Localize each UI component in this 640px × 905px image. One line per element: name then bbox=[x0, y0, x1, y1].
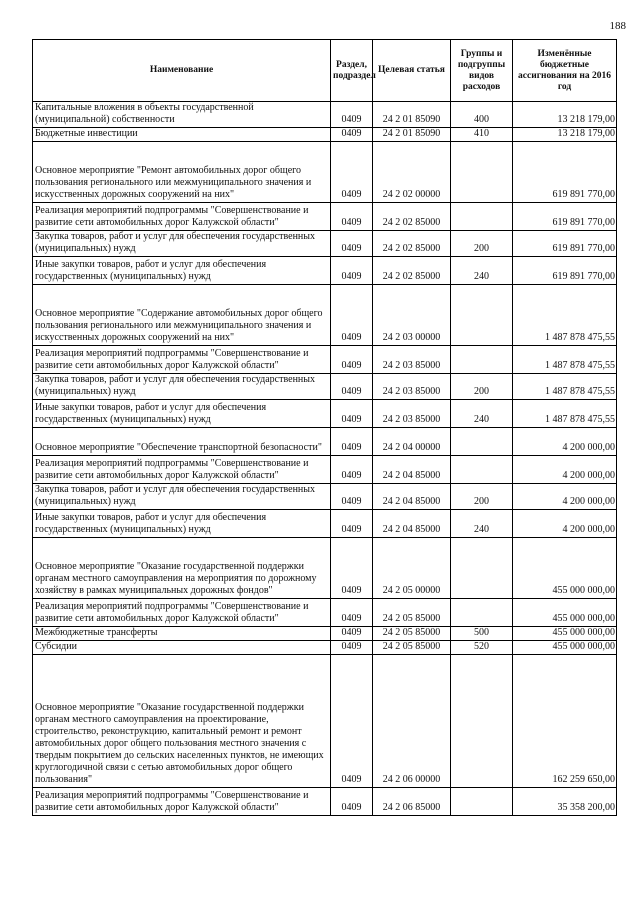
row-name: Реализация мероприятий подпрограммы "Совершенствование и развитие сети автомобильных дорог Калужской области" bbox=[33, 788, 331, 816]
row-name: Реализация мероприятий подпрограммы "Совершенствование и развитие сети автомобильных дорог Калужской области" bbox=[33, 456, 331, 484]
row-amount: 4 200 000,00 bbox=[513, 510, 617, 538]
row-section: 0409 bbox=[331, 456, 373, 484]
row-amount: 1 487 878 475,55 bbox=[513, 400, 617, 428]
table-row bbox=[33, 231, 617, 257]
row-target: 24 2 02 85000 bbox=[373, 203, 451, 231]
row-section: 0409 bbox=[331, 128, 373, 142]
row-amount: 1 487 878 475,55 bbox=[513, 346, 617, 374]
row-name: Основное мероприятие "Ремонт автомобильных дорог общего пользования регионального или межмуниципального значения и искусственных дорожных сооружений на них" bbox=[33, 142, 331, 203]
row-name: Реализация мероприятий подпрограммы "Совершенствование и развитие сети автомобильных дорог Калужской области" bbox=[33, 599, 331, 627]
table-row bbox=[33, 102, 617, 128]
row-name: Реализация мероприятий подпрограммы "Совершенствование и развитие сети автомобильных дорог Калужской области" bbox=[33, 203, 331, 231]
row-amount: 4 200 000,00 bbox=[513, 456, 617, 484]
row-amount: 13 218 179,00 bbox=[513, 102, 617, 128]
row-group: 520 bbox=[451, 641, 513, 655]
row-group: 400 bbox=[451, 102, 513, 128]
row-name: Реализация мероприятий подпрограммы "Совершенствование и развитие сети автомобильных дорог Калужской области" bbox=[33, 346, 331, 374]
row-target: 24 2 03 00000 bbox=[373, 285, 451, 346]
row-group bbox=[451, 428, 513, 456]
row-group: 200 bbox=[451, 484, 513, 510]
row-amount: 162 259 650,00 bbox=[513, 655, 617, 788]
table-row bbox=[33, 142, 617, 203]
row-group bbox=[451, 655, 513, 788]
row-section: 0409 bbox=[331, 428, 373, 456]
row-name: Иные закупки товаров, работ и услуг для обеспечения государственных (муниципальных) нужд bbox=[33, 400, 331, 428]
table-row bbox=[33, 599, 617, 627]
row-amount: 455 000 000,00 bbox=[513, 641, 617, 655]
row-name: Закупка товаров, работ и услуг для обеспечения государственных (муниципальных) нужд bbox=[33, 374, 331, 400]
table-row bbox=[33, 203, 617, 231]
row-target: 24 2 04 85000 bbox=[373, 456, 451, 484]
row-group bbox=[451, 788, 513, 816]
table-row bbox=[33, 510, 617, 538]
row-amount: 619 891 770,00 bbox=[513, 257, 617, 285]
row-target: 24 2 05 85000 bbox=[373, 599, 451, 627]
row-group bbox=[451, 203, 513, 231]
row-group bbox=[451, 346, 513, 374]
row-group bbox=[451, 456, 513, 484]
header-amount: Изменённые бюджетные ассигнования на 2016 год bbox=[513, 40, 617, 102]
row-group: 240 bbox=[451, 510, 513, 538]
table-row bbox=[33, 627, 617, 641]
table-row bbox=[33, 641, 617, 655]
table-row bbox=[33, 655, 617, 788]
row-target: 24 2 03 85000 bbox=[373, 374, 451, 400]
row-name: Основное мероприятие "Оказание государственной поддержки органам местного самоуправления на проектирование, строительство, реконструкцию, капитальный ремонт и ремонт автомобильных дорог общего пользования местного значения с твердым покрытием до сельских населенных пунктов, не имеющих круглогодичной связи с сетью автомобильных дорог общего пользования" bbox=[33, 655, 331, 788]
table-row bbox=[33, 456, 617, 484]
row-section: 0409 bbox=[331, 231, 373, 257]
row-amount: 4 200 000,00 bbox=[513, 484, 617, 510]
row-amount: 619 891 770,00 bbox=[513, 203, 617, 231]
header-section: Раздел, подраздел bbox=[331, 40, 373, 102]
row-target: 24 2 05 00000 bbox=[373, 538, 451, 599]
table-row bbox=[33, 400, 617, 428]
row-section: 0409 bbox=[331, 102, 373, 128]
row-name: Бюджетные инвестиции bbox=[33, 128, 331, 142]
table-row bbox=[33, 285, 617, 346]
table-row bbox=[33, 538, 617, 599]
row-group: 200 bbox=[451, 374, 513, 400]
row-group: 240 bbox=[451, 257, 513, 285]
row-section: 0409 bbox=[331, 599, 373, 627]
row-amount: 35 358 200,00 bbox=[513, 788, 617, 816]
table-row bbox=[33, 428, 617, 456]
row-target: 24 2 06 00000 bbox=[373, 655, 451, 788]
row-section: 0409 bbox=[331, 484, 373, 510]
row-section: 0409 bbox=[331, 641, 373, 655]
row-name: Основное мероприятие "Содержание автомобильных дорог общего пользования регионального или межмуниципального значения и искусственных дорожных сооружений на них" bbox=[33, 285, 331, 346]
table-row bbox=[33, 484, 617, 510]
row-target: 24 2 02 85000 bbox=[373, 257, 451, 285]
row-target: 24 2 04 85000 bbox=[373, 484, 451, 510]
row-target: 24 2 03 85000 bbox=[373, 346, 451, 374]
header-target: Целевая статья bbox=[373, 40, 451, 102]
row-name: Межбюджетные трансферты bbox=[33, 627, 331, 641]
row-target: 24 2 04 85000 bbox=[373, 510, 451, 538]
row-amount: 4 200 000,00 bbox=[513, 428, 617, 456]
row-target: 24 2 01 85090 bbox=[373, 128, 451, 142]
row-amount: 1 487 878 475,55 bbox=[513, 285, 617, 346]
row-section: 0409 bbox=[331, 538, 373, 599]
row-section: 0409 bbox=[331, 374, 373, 400]
table-header-row bbox=[33, 40, 617, 102]
row-name: Иные закупки товаров, работ и услуг для обеспечения государственных (муниципальных) нужд bbox=[33, 257, 331, 285]
budget-table bbox=[32, 39, 617, 816]
row-name: Капитальные вложения в объекты государственной (муниципальной) собственности bbox=[33, 102, 331, 128]
row-group: 410 bbox=[451, 128, 513, 142]
row-section: 0409 bbox=[331, 627, 373, 641]
table-row bbox=[33, 257, 617, 285]
row-section: 0409 bbox=[331, 510, 373, 538]
table-row bbox=[33, 788, 617, 816]
row-group: 500 bbox=[451, 627, 513, 641]
row-section: 0409 bbox=[331, 285, 373, 346]
row-group bbox=[451, 538, 513, 599]
row-section: 0409 bbox=[331, 203, 373, 231]
row-amount: 13 218 179,00 bbox=[513, 128, 617, 142]
table-row bbox=[33, 374, 617, 400]
row-name: Иные закупки товаров, работ и услуг для обеспечения государственных (муниципальных) нужд bbox=[33, 510, 331, 538]
row-name: Закупка товаров, работ и услуг для обеспечения государственных (муниципальных) нужд bbox=[33, 484, 331, 510]
row-name: Закупка товаров, работ и услуг для обеспечения государственных (муниципальных) нужд bbox=[33, 231, 331, 257]
row-section: 0409 bbox=[331, 346, 373, 374]
row-target: 24 2 02 00000 bbox=[373, 142, 451, 203]
row-name: Основное мероприятие "Оказание государственной поддержки органам местного самоуправления на мероприятия по дорожному хозяйству в рамках муниципальных дорожных фондов" bbox=[33, 538, 331, 599]
page-number: 188 bbox=[609, 20, 626, 32]
row-target: 24 2 05 85000 bbox=[373, 641, 451, 655]
row-amount: 455 000 000,00 bbox=[513, 599, 617, 627]
row-target: 24 2 03 85000 bbox=[373, 400, 451, 428]
row-amount: 455 000 000,00 bbox=[513, 627, 617, 641]
row-amount: 1 487 878 475,55 bbox=[513, 374, 617, 400]
row-section: 0409 bbox=[331, 257, 373, 285]
row-amount: 619 891 770,00 bbox=[513, 231, 617, 257]
row-amount: 619 891 770,00 bbox=[513, 142, 617, 203]
row-name: Основное мероприятие "Обеспечение транспортной безопасности" bbox=[33, 428, 331, 456]
row-section: 0409 bbox=[331, 400, 373, 428]
row-name: Субсидии bbox=[33, 641, 331, 655]
row-section: 0409 bbox=[331, 788, 373, 816]
row-target: 24 2 01 85090 bbox=[373, 102, 451, 128]
row-group: 200 bbox=[451, 231, 513, 257]
row-group bbox=[451, 599, 513, 627]
row-target: 24 2 05 85000 bbox=[373, 627, 451, 641]
row-target: 24 2 04 00000 bbox=[373, 428, 451, 456]
header-name: Наименование bbox=[33, 40, 331, 102]
row-section: 0409 bbox=[331, 655, 373, 788]
header-groups: Группы и подгруппы видов расходов bbox=[451, 40, 513, 102]
row-target: 24 2 02 85000 bbox=[373, 231, 451, 257]
table-row bbox=[33, 346, 617, 374]
row-group bbox=[451, 142, 513, 203]
table-body bbox=[33, 102, 617, 816]
table-row bbox=[33, 128, 617, 142]
row-amount: 455 000 000,00 bbox=[513, 538, 617, 599]
row-section: 0409 bbox=[331, 142, 373, 203]
row-target: 24 2 06 85000 bbox=[373, 788, 451, 816]
row-group: 240 bbox=[451, 400, 513, 428]
row-group bbox=[451, 285, 513, 346]
